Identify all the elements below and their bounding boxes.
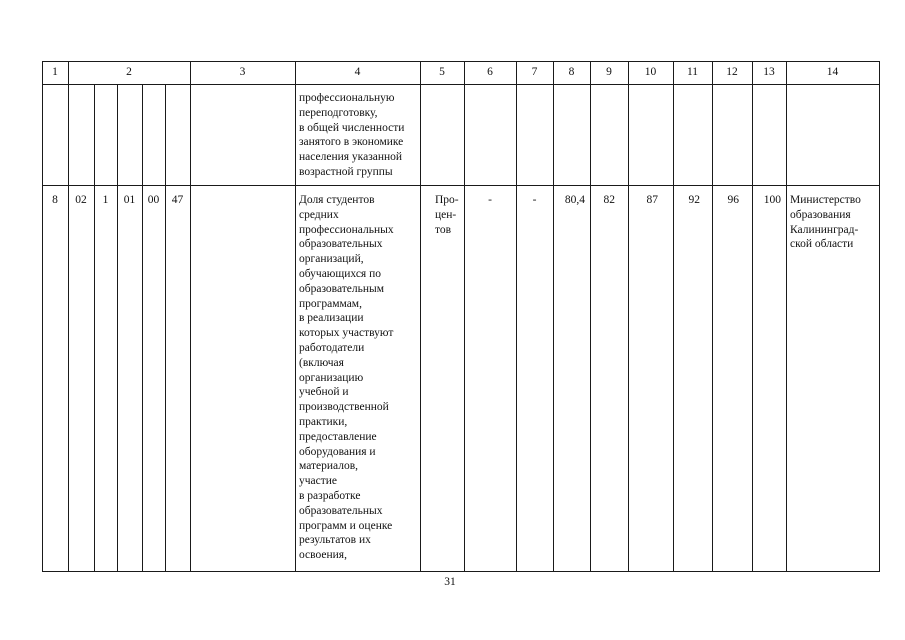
table-top-border bbox=[42, 61, 880, 62]
header-col-12: 12 bbox=[726, 66, 738, 78]
unit-text: Про- цен- тов bbox=[435, 194, 459, 236]
value-col-8: 80,4 bbox=[564, 194, 585, 206]
header-col-11: 11 bbox=[686, 66, 699, 78]
value-col-11: 92 bbox=[688, 194, 700, 206]
col-border-11-12 bbox=[712, 61, 713, 572]
col-border-10-11 bbox=[673, 61, 674, 572]
value-col-7: - bbox=[532, 194, 537, 206]
row-number: 8 bbox=[52, 194, 58, 206]
header-col-6: 6 bbox=[487, 66, 493, 78]
col2-sub-border bbox=[165, 84, 166, 572]
col-border-right bbox=[879, 61, 880, 572]
table-bottom-border bbox=[42, 571, 880, 572]
col-border-13-14 bbox=[786, 61, 787, 572]
col-border-8-9 bbox=[590, 61, 591, 572]
code-part-5: 47 bbox=[171, 194, 184, 206]
code-part-2: 1 bbox=[102, 194, 109, 206]
indicator-text: Доля студентов средних профессиональных образовательных организаций, обучающихся по образовательным программам, в реализации которых участвуют работодатели (включая организацию учебной и производственной практики, предоставление оборудования и материалов, участие в разработке образовательных программ и оценке результатов их освоения, bbox=[299, 194, 394, 562]
col-border-5-6 bbox=[464, 61, 465, 572]
continuation-indicator-text: профессиональную переподготовку, в общей численности занятого в экономике населения указанной возрастной группы bbox=[299, 92, 405, 178]
col-border-2-3 bbox=[190, 61, 191, 572]
col-border-3-4 bbox=[295, 61, 296, 572]
header-col-10: 10 bbox=[644, 66, 657, 78]
header-col-13: 13 bbox=[763, 66, 775, 78]
header-bottom-border bbox=[42, 84, 880, 85]
header-col-14: 14 bbox=[826, 66, 839, 78]
code-part-4: 00 bbox=[147, 194, 160, 206]
value-col-6: - bbox=[488, 194, 492, 206]
value-col-9: 82 bbox=[603, 194, 615, 206]
col2-sub-border bbox=[142, 84, 143, 572]
value-col-12: 96 bbox=[727, 194, 739, 206]
col-border-left bbox=[42, 61, 43, 572]
header-col-9: 9 bbox=[606, 66, 612, 78]
header-col-7: 7 bbox=[531, 66, 538, 78]
col-border-12-13 bbox=[752, 61, 753, 572]
header-col-3: 3 bbox=[239, 66, 246, 78]
col-border-1-2 bbox=[68, 61, 69, 572]
value-col-13: 100 bbox=[763, 194, 781, 206]
col-border-4-5 bbox=[420, 61, 421, 572]
value-col-10: 87 bbox=[646, 194, 658, 206]
header-col-8: 8 bbox=[568, 66, 575, 78]
header-col-2: 2 bbox=[126, 66, 132, 78]
header-col-4: 4 bbox=[354, 66, 361, 78]
col-border-7-8 bbox=[553, 61, 554, 572]
row-separator bbox=[42, 185, 880, 186]
responsible-organization: Министерство образования Калининград- ской области bbox=[790, 194, 861, 251]
header-col-1: 1 bbox=[52, 66, 58, 78]
col2-sub-border bbox=[117, 84, 118, 572]
page-number: 31 bbox=[444, 576, 456, 588]
header-col-5: 5 bbox=[439, 66, 445, 78]
col2-sub-border bbox=[94, 84, 95, 572]
col-border-9-10 bbox=[628, 61, 629, 572]
col-border-6-7 bbox=[516, 61, 517, 572]
code-part-3: 01 bbox=[123, 194, 136, 206]
code-part-1: 02 bbox=[75, 194, 87, 206]
